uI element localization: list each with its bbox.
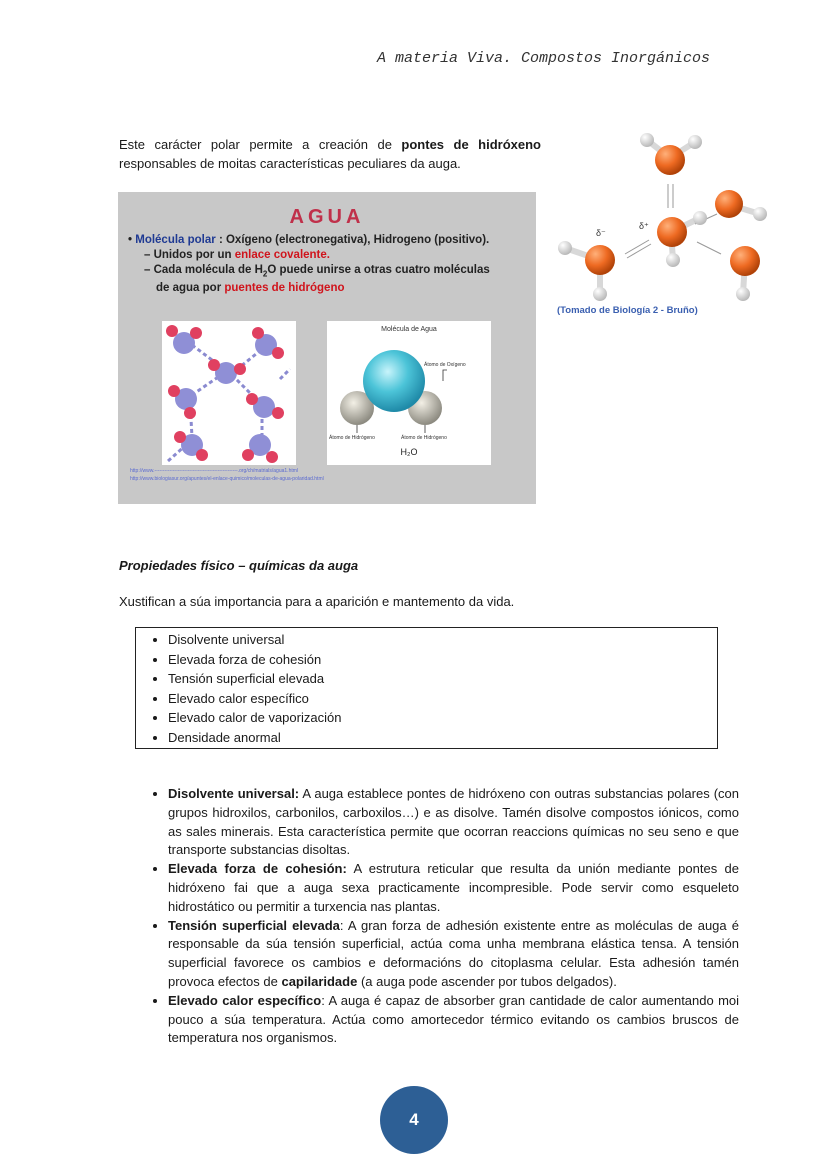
slide-title: AGUA [289, 206, 365, 228]
water-cluster-illustration [555, 128, 770, 308]
detail-text: A estrutura reticular que resulta da unión mediante pontes de hidróxeno fai que a auga sexa practicamente incompresible. Pode servir como esqueleto hidrostático ou permitir a turxencia nas plantas. [168, 861, 739, 914]
detail-surface-tension [168, 917, 739, 992]
slide-sub-covalent [128, 248, 490, 263]
page-number: 4 [409, 1110, 419, 1129]
slide-bullet-label: Molécula polar [135, 234, 216, 246]
water-formula: H₂O [400, 447, 418, 457]
hydrogen-label-right: Átomo de Hidrógeno [401, 435, 447, 441]
slide-link-2[interactable]: http://www.biologiasur.org/apuntes/el-enlace-quimico/moleculas-de-agua-polaridad.html [130, 476, 324, 482]
section-title: Propiedades físico – químicas da auga [119, 558, 359, 573]
slide-sub2-subscript: 2 [262, 269, 268, 279]
intro-paragraph [119, 135, 541, 173]
water-slide-image [118, 192, 536, 504]
slide-sub2-mid: O puede unirse a otras cuatro moléculas [267, 264, 490, 276]
properties-box [135, 627, 718, 749]
slide-sub-bonds-line2 [128, 281, 490, 296]
intro-text-after: responsables de moitas características peculiares da auga. [119, 156, 461, 171]
property-item: • Elevado calor de vaporización [168, 708, 717, 728]
delta-minus-label: δ⁻ [596, 228, 606, 238]
page-number-badge [380, 1086, 448, 1154]
detail-term: Tensión superficial elevada [168, 917, 340, 933]
properties-list [136, 628, 717, 748]
detail-text: : A auga é capaz de absorber gran cantidade de calor aumentando moi pouco a súa temperatura. Actúa como amortecedor térmico evitando os cambios bruscos de temperatura nos organismos. [168, 992, 740, 1046]
property-item: • Disolvente universal [168, 630, 717, 650]
property-item: • Elevado calor específico [168, 689, 717, 709]
detail-text: A auga establece pontes de hidróxeno con outras substancias polares (con grupos hidroxilos, carbonilos, carboxilos…) e as disolve. Tamén disolve compostos iónicos, como as sales minerais. Esta característica permite que ocorran reaccions químicas no seu seno e que transporte substancias disoltas. [168, 786, 739, 858]
water-molecule-illustration [327, 321, 491, 465]
water-cluster-figure [555, 128, 770, 308]
property-details-list [140, 785, 739, 1048]
property-item: • Tensión superficial elevada [168, 669, 717, 689]
oxygen-label: Átomo de Oxígeno [424, 362, 466, 368]
delta-plus-label: δ⁺ [639, 221, 649, 231]
section-justification: Xustifican a súa importancia para a aparición e mantemento da vida. [119, 594, 515, 609]
slide-sub2-red: puentes de hidrógeno [224, 282, 345, 295]
detail-text: (a auga pode ascender por tubos delgados). [357, 973, 617, 989]
slide-link-1[interactable]: http://www.--------------------------------------------------.org/ch/matrials/agua1.html [130, 468, 299, 474]
hydrogen-bond-lattice [162, 321, 296, 465]
slide-bullet-text: : Oxígeno (electronegativa), Hidrogeno (positivo). [215, 234, 490, 246]
intro-text-before: Este carácter polar permite a creación de [119, 137, 402, 152]
detail-cohesion [168, 860, 739, 916]
slide-sub2-text: – Cada molécula de H [144, 264, 263, 276]
detail-term: Elevada forza de cohesión: [168, 861, 347, 877]
detail-term: Disolvente universal: [168, 786, 300, 801]
detail-text: : A gran forza de adhesión existente entre as moléculas de auga é responsable da súa tensión superficial, actúa coma unha membrana elástica tensa. A tensión superficial favorece os cambios e deformacións do citoplasma celular. Esta adhesión tamén provoca efectos de [168, 917, 739, 989]
water-molecule-diagram [327, 321, 491, 465]
detail-specific-heat [168, 992, 739, 1048]
slide-sub1-text: – Unidos por un [144, 249, 235, 261]
property-item: • Densidade anormal [168, 728, 717, 748]
figure-credit: (Tomado de Biología 2 - Bruño) [557, 305, 698, 316]
slide-bullets [128, 233, 490, 296]
intro-bold-term: pontes de hidróxeno [401, 137, 541, 152]
slide-sub1-red: enlace covalente. [234, 249, 330, 261]
hydrogen-label-left: Átomo de Hidrógeno [329, 435, 375, 441]
lattice-illustration [162, 321, 296, 465]
slide-sub2-line2: de agua por [156, 282, 225, 295]
slide-bullet-polar: • Molécula polar : Oxígeno (electronegativa), Hidrogeno (positivo). [128, 234, 490, 246]
detail-term-capillarity: capilaridade [281, 973, 358, 989]
property-item: • Elevada forza de cohesión [168, 650, 717, 670]
detail-solvent [168, 785, 739, 860]
detail-term: Elevado calor específico [168, 992, 322, 1008]
slide-sub-bonds [128, 263, 490, 281]
diagram-title: Molécula de Agua [381, 326, 437, 333]
running-header: A materia Viva. Compostos Inorgánicos [376, 50, 710, 67]
